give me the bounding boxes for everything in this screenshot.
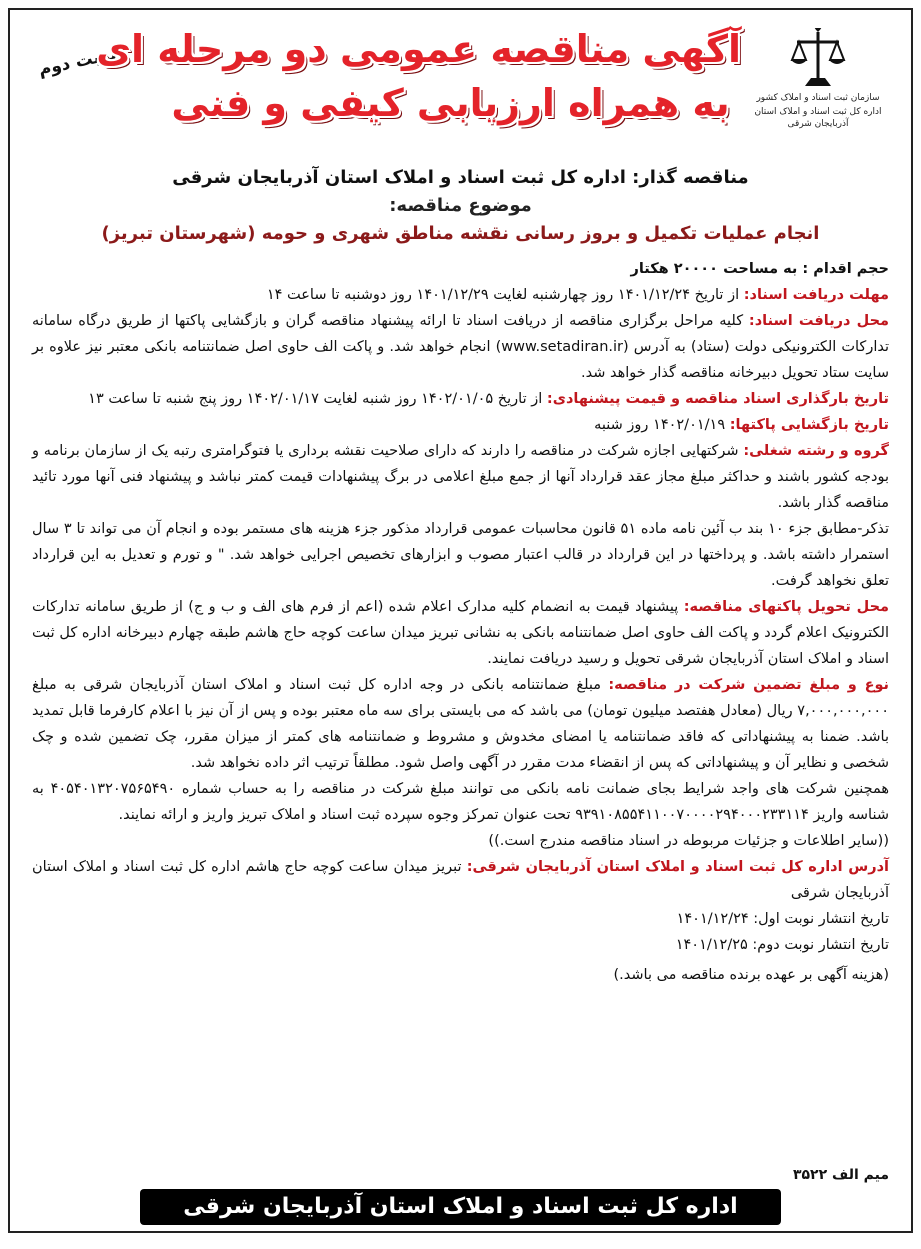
first-pub-value: ۱۴۰۱/۱۲/۲۴ — [676, 911, 749, 927]
first-pub-row — [32, 906, 889, 932]
opening-label: تاریخ بازگشایی پاکتها: — [729, 417, 889, 433]
first-pub-label: تاریخ انتشار نوبت اول: — [753, 911, 889, 927]
scales-of-justice-icon — [789, 28, 847, 90]
doc-deadline-row — [32, 282, 889, 308]
setad-url-link[interactable]: www.setadiran.ir — [501, 339, 624, 355]
intro — [10, 164, 911, 248]
tender-notice — [8, 8, 913, 1233]
doc-place-text-2: ) انجام خواهد شد. و پاکت الف حاوی اصل ضمانتنامه بانکی معتبر نیز علاوه بر سایت ستاد تحویل دبیرخانه مناقصه گذار خواهد شد. — [32, 339, 889, 381]
opening-row — [32, 412, 889, 438]
doc-deadline-label: مهلت دریافت اسناد: — [743, 287, 889, 303]
title-line-2: به همراه ارزیابی کیفی و فنی — [171, 81, 730, 125]
guarantee-row — [32, 672, 889, 776]
subject-label: موضوع مناقصه: — [389, 195, 532, 216]
second-pub-row — [32, 932, 889, 958]
doc-place-label: محل دریافت اسناد: — [748, 313, 890, 329]
organizer: مناقصه گذار: اداره کل ثبت اسناد و املاک استان آذربایجان شرقی — [172, 167, 749, 188]
delivery-row — [32, 594, 889, 672]
address-row — [32, 854, 889, 906]
emblem-org-name-2: اداره کل ثبت اسناد و املاک استان آذربایجان شرقی — [754, 107, 882, 129]
group-label: گروه و رشته شغلی: — [743, 443, 889, 459]
more-info-row: ((سایر اطلاعات و جزئیات مربوطه در اسناد مناقصه مندرج است.)) — [488, 833, 889, 849]
deposit-row: همچنین شرکت های واجد شرایط بجای ضمانت نامه بانکی می توانند مبلغ شرکت در مناقصه را به حساب شماره ۴۰۵۴۰۱۳۲۰۷۵۶۵۴۹۰ به شناسه واریز ۹۳۹۱۰۸۵۵۴۱۱۰۰۷۰۰۰۰۲۹۴۰۰۰۲۳۳۱۱۴ تحت عنوان تمرکز وجوه سپرده ثبت اسناد و املاک تبریز واریز و ارائه نمایند. — [32, 781, 890, 823]
group-value: شرکتهایی اجازه شرکت در مناقصه را دارند که دارای صلاحیت نقشه برداری یا فتوگرامتری رتبه یک از سازمان برنامه و بودجه کشور باشند و حداکثر مبلغ مجاز عقد قرارداد آنها از جمع مبلغ اعلامی در برگ پیشنهادات قیمت کمتر نباشد و پیشنهاد فنی آنها مورد تائید مناقصه گذار باشد. — [32, 443, 889, 511]
guarantee-value: مبلغ ضمانتنامه بانکی در وجه اداره کل ثبت اسناد و املاک استان آذربایجان شرقی به مبلغ ۷,۰۰۰,۰۰۰,۰۰۰ ریال (معادل هفتصد میلیون تومان) می باشد که می بایستی برای سه ماه معتبر بوده و پس از آن نیز با اعلام کارفرما قابل تمدید باشد. ضمنا به پیشنهاداتی که فاقد ضمانتنامه یا امضای مخدوش و مشروط و ضمانتنامه های کمتر از میزان مقرر، چک تضمین شده و چک شخصی و نظایر آن و پیشنهاداتی که پس از انقضاء مدت مقرر در آگهی واصل شود. مطلقاً ترتیب اثر داده نخواهد شد. — [32, 677, 889, 771]
subject: انجام عملیات تکمیل و بروز رسانی نقشه مناطق شهری و حومه (شهرستان تبریز) — [101, 223, 820, 244]
upload-value: از تاریخ ۱۴۰۲/۰۱/۰۵ روز شنبه لغایت ۱۴۰۲/۰۱/۱۷ روز پنج شنبه تا ساعت ۱۳ — [88, 391, 543, 407]
title-line-1: آگهی مناقصه عمومی دو مرحله ای — [96, 27, 741, 71]
title-block — [96, 22, 741, 130]
address-label: آدرس اداره کل ثبت اسناد و املاک استان آذربایجان شرقی: — [466, 859, 889, 875]
volume-label: حجم اقدام : — [802, 261, 889, 277]
volume-value: به مساحت ۲۰۰۰۰ هکتار — [630, 261, 798, 277]
cost-note: (هزینه آگهی بر عهده برنده مناقصه می باشد.) — [613, 967, 889, 983]
header — [10, 10, 911, 160]
address-value: تبریز میدان ساعت کوچه حاج هاشم اداره کل ثبت اسناد و املاک استان آذربایجان شرقی — [32, 859, 889, 901]
upload-row — [32, 386, 889, 412]
doc-place-text-1: کلیه مراحل برگزاری مناقصه از دریافت اسناد تا ارائه پیشنهاد مناقصه گران و بازگشایی پاکتها از طریق درگاه سامانه تدارکات الکترونیکی دولت (ستاد) به آدرس ( — [32, 313, 890, 355]
opening-value: ۱۴۰۲/۰۱/۱۹ روز شنبه — [594, 417, 726, 433]
second-pub-value: ۱۴۰۱/۱۲/۲۵ — [675, 937, 748, 953]
upload-label: تاریخ بارگذاری اسناد مناقصه و قیمت پیشنهادی: — [546, 391, 889, 407]
second-pub-label: تاریخ انتشار نوبت دوم: — [752, 937, 889, 953]
ad-code: میم الف ۳۵۲۲ — [792, 1167, 889, 1183]
emblem-org-name-1: سازمان ثبت اسناد و املاک کشور — [756, 93, 880, 103]
delivery-label: محل تحویل پاکتهای مناقصه: — [683, 599, 890, 615]
group-row — [32, 438, 889, 516]
doc-place-row — [32, 308, 889, 386]
volume-row — [32, 256, 889, 282]
emblem — [753, 28, 883, 130]
note-row: تذکر-مطابق جزء ۱۰ بند ب آئین نامه ماده ۵۱ قانون محاسبات عمومی قرارداد مذکور جزء هزینه های مستمر بوده و انجام آن می تواند تا ۳ سال استمرار داشته باشد. و پرداختها در این قرارداد در قالب اعتبار مصوب و ابزارهای تخصیص اجرایی خواهد شد. " و تورم و تعدیل به این قرارداد تعلق نخواهد گرفت. — [32, 521, 889, 589]
delivery-value: پیشنهاد قیمت به انضمام کلیه مدارک اعلام شده (اعم از فرم های الف و ب و ج) از طریق سامانه تدارکات الکترونیک اعلام گردد و پاکت الف حاوی اصل ضمانتنامه بانکی به نشانی تبریز میدان ساعت کوچه حاج هاشم طبقه چهارم دبیرخانه اداره کل ثبت اسناد و املاک استان آذربایجان شرقی تحویل و رسید دریافت نمایند. — [32, 599, 889, 667]
doc-deadline-value: از تاریخ ۱۴۰۱/۱۲/۲۴ روز چهارشنبه لغایت ۱۴۰۱/۱۲/۲۹ روز دوشنبه تا ساعت ۱۴ — [266, 287, 740, 303]
notice-body — [10, 248, 911, 988]
round-badge: نوبت دوم — [36, 43, 119, 81]
footer-banner: اداره کل ثبت اسناد و املاک استان آذربایجان شرقی — [140, 1189, 781, 1225]
guarantee-label: نوع و مبلغ تضمین شرکت در مناقصه: — [608, 677, 890, 693]
